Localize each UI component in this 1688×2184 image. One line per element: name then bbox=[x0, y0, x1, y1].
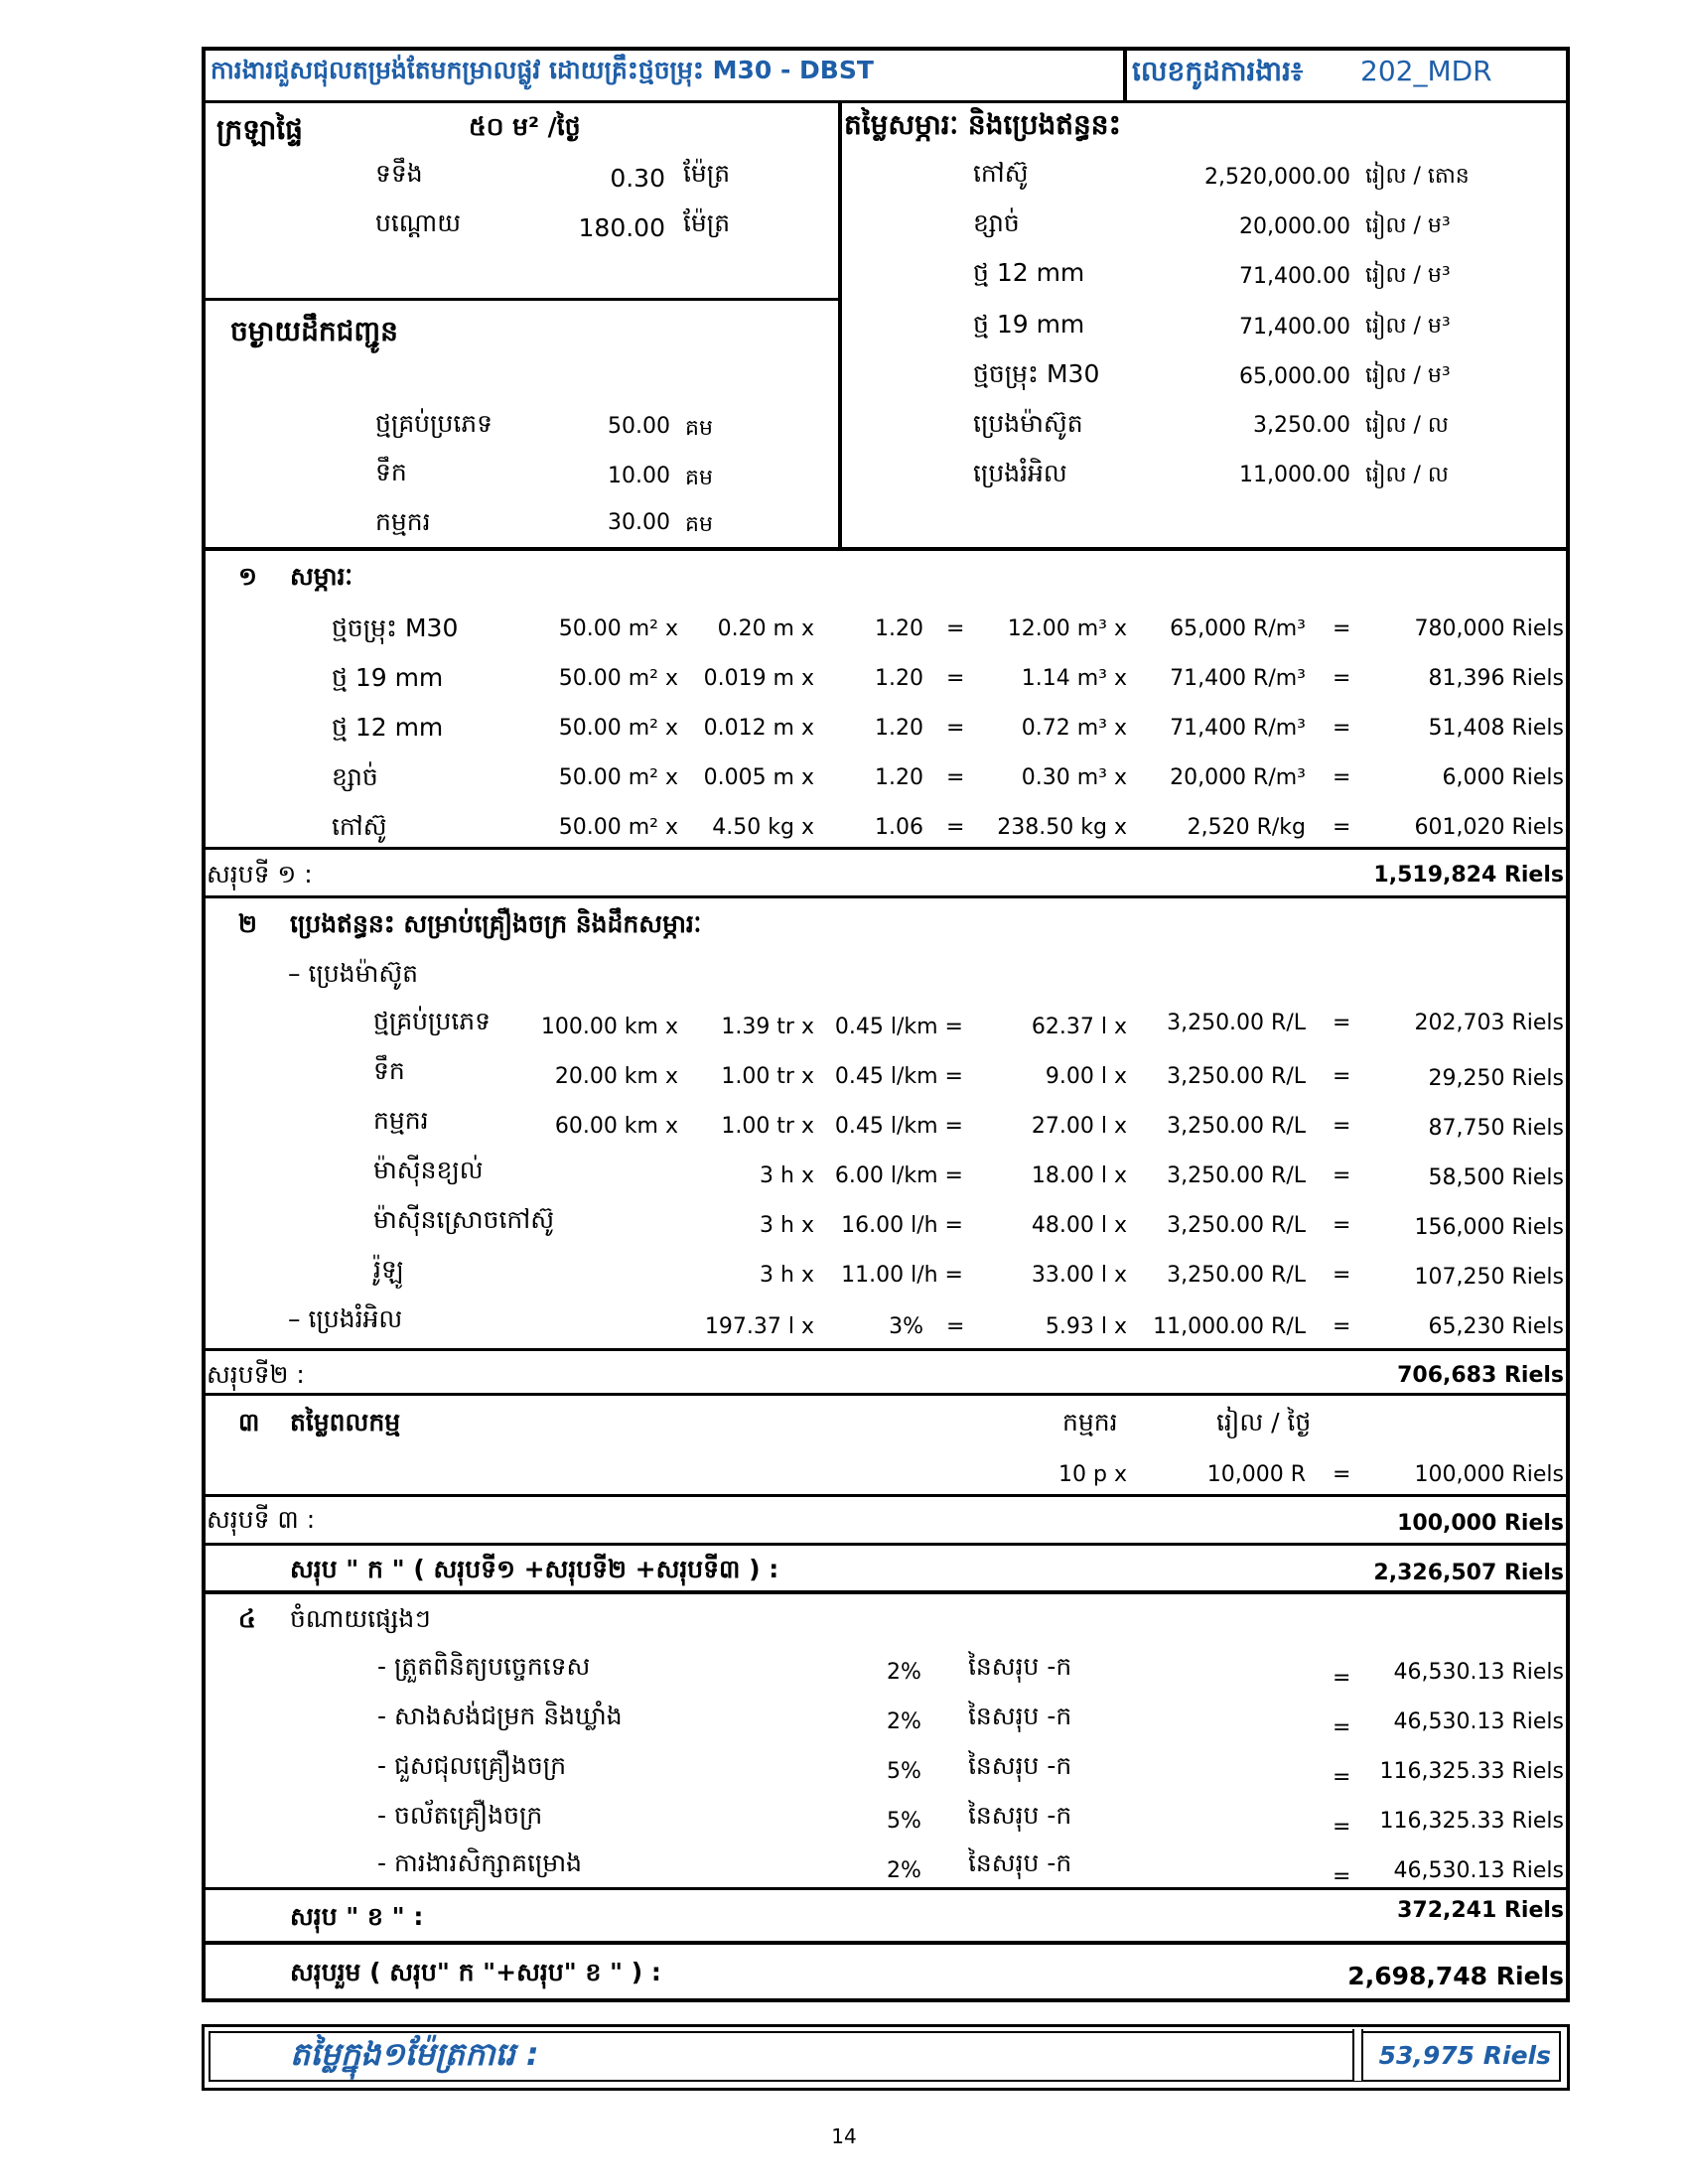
per-meter-label: តម្លៃក្នុង១ម៉ែត្រការេ : bbox=[290, 2035, 539, 2073]
grand-total-value: 2,698,748 Riels bbox=[1347, 1962, 1564, 1990]
s1-row-e: 20,000 R/m³ bbox=[1170, 765, 1306, 790]
price-unit: រៀល / ម³ bbox=[1365, 263, 1451, 288]
s4-row-pct: 2% bbox=[887, 1709, 921, 1734]
s1-row-name: ខ្សាច់ bbox=[332, 762, 378, 791]
price-value: 71,400.00 bbox=[1239, 264, 1350, 289]
length-value: 180.00 bbox=[578, 213, 665, 242]
length-label: បណ្ដោយ bbox=[375, 208, 462, 237]
s1-row-total: 780,000 Riels bbox=[1414, 616, 1564, 641]
info-bottom bbox=[202, 547, 1570, 551]
transport-name-3: កម្មករ bbox=[375, 507, 431, 536]
s2-row-name: កម្មករ bbox=[373, 1106, 429, 1135]
s1-row-d: 238.50 kg x bbox=[997, 815, 1127, 840]
s4-row-name: - ត្រួតពិនិត្យបច្ចេកទេស bbox=[377, 1652, 591, 1681]
s2-row-c: 0.45 l/km = bbox=[834, 1114, 963, 1139]
s1-row-a: 50.00 m² x bbox=[558, 815, 678, 840]
s2-row-name: រ៉ូឡូ bbox=[373, 1255, 404, 1284]
s4-row-of: នៃសរុប -ក bbox=[968, 1801, 1072, 1830]
s1-row-e: 2,520 R/kg bbox=[1187, 815, 1306, 840]
price-unit: រៀល / ម³ bbox=[1365, 213, 1451, 238]
total-b-line bbox=[202, 1941, 1570, 1945]
section3-number: ៣ bbox=[238, 1408, 260, 1436]
s1-row-d: 0.72 m³ x bbox=[1021, 716, 1127, 741]
grand-total-label: សរុបរួម ( សរុប" ក "+សរុប" ខ " ) : bbox=[290, 1958, 661, 1986]
s1-row-eq2: = bbox=[1333, 815, 1351, 840]
lube-total: 65,230 Riels bbox=[1428, 1314, 1564, 1339]
s2-row-b: 3 h x bbox=[760, 1163, 814, 1188]
s1-row-total: 6,000 Riels bbox=[1442, 765, 1564, 790]
s1-row-c: 1.20 bbox=[875, 666, 923, 691]
labor-rate: 10,000 R bbox=[1206, 1462, 1306, 1487]
s2-row-d: 48.00 l x bbox=[1031, 1213, 1127, 1238]
price-name: ខ្សាច់ bbox=[973, 208, 1020, 237]
section1-subtotal-value: 1,519,824 Riels bbox=[1373, 863, 1564, 887]
s1-row-b: 0.20 m x bbox=[717, 616, 814, 641]
s1-row-name: ថ្ម 12 mm bbox=[332, 713, 444, 742]
transport-unit-2: គម bbox=[685, 466, 713, 490]
s1-row-a: 50.00 m² x bbox=[558, 765, 678, 790]
price-name: ប្រេងម៉ាស៊ូត bbox=[973, 409, 1083, 438]
s4-row-eq: = bbox=[1333, 1765, 1351, 1790]
s2-row-b: 1.00 tr x bbox=[721, 1064, 814, 1089]
s2-row-eq2: = bbox=[1333, 1064, 1351, 1089]
s2-row-d: 27.00 l x bbox=[1031, 1114, 1127, 1139]
s1-row-total: 51,408 Riels bbox=[1428, 716, 1564, 741]
total-b-value: 372,241 Riels bbox=[1397, 1898, 1564, 1923]
per-meter-value: 53,975 Riels bbox=[1378, 2041, 1551, 2070]
s1-row-d: 0.30 m³ x bbox=[1021, 765, 1127, 790]
s1-row-e: 71,400 R/m³ bbox=[1170, 716, 1306, 741]
s2-row-d: 9.00 l x bbox=[1045, 1064, 1127, 1089]
s2-row-e: 3,250.00 R/L bbox=[1167, 1213, 1306, 1238]
s4-row-pct: 2% bbox=[887, 1858, 921, 1883]
price-unit: រៀល / ម³ bbox=[1365, 314, 1451, 339]
s2-row-e: 3,250.00 R/L bbox=[1167, 1163, 1306, 1188]
s1-row-eq2: = bbox=[1333, 616, 1351, 641]
transport-name-1: ថ្មគ្រប់ប្រភេទ bbox=[375, 409, 493, 438]
s2-row-total: 156,000 Riels bbox=[1414, 1215, 1564, 1240]
s1-row-name: ថ្មចម្រុះ M30 bbox=[332, 614, 459, 642]
s1-row-b: 0.019 m x bbox=[703, 666, 814, 691]
s1-row-c: 1.20 bbox=[875, 765, 923, 790]
page-number: 14 bbox=[831, 2124, 857, 2148]
s4-row-of: នៃសរុប -ក bbox=[968, 1848, 1072, 1877]
s1-row-total: 81,396 Riels bbox=[1428, 666, 1564, 691]
price-name: ប្រេងរំអិល bbox=[973, 459, 1067, 487]
s1-row-e: 65,000 R/m³ bbox=[1170, 616, 1306, 641]
s2-row-e: 3,250.00 R/L bbox=[1167, 1011, 1306, 1035]
labor-worker: 10 p x bbox=[1058, 1462, 1127, 1487]
lube-b: 197.37 l x bbox=[704, 1314, 814, 1339]
s2-row-d: 33.00 l x bbox=[1031, 1263, 1127, 1288]
s2-row-c: 0.45 l/km = bbox=[834, 1064, 963, 1089]
s4-row-name: - ជួសជុលគ្រឿងចក្រ bbox=[377, 1751, 567, 1780]
s2-row-total: 107,250 Riels bbox=[1414, 1265, 1564, 1290]
s4-row-pct: 5% bbox=[887, 1809, 921, 1834]
s2-row-b: 3 h x bbox=[760, 1263, 814, 1288]
s4-row-eq: = bbox=[1333, 1715, 1351, 1740]
s1-row-b: 0.012 m x bbox=[703, 716, 814, 741]
s2-row-a: 100.00 km x bbox=[540, 1015, 678, 1039]
s1-row-eq: = bbox=[946, 765, 965, 790]
header-bottom bbox=[202, 100, 1570, 103]
s4-row-name: - ចល័តគ្រឿងចក្រ bbox=[377, 1801, 543, 1830]
s2-row-c: 0.45 l/km = bbox=[834, 1015, 963, 1039]
diesel-label: – ប្រេងម៉ាស៊ូត bbox=[288, 959, 419, 988]
price-value: 20,000.00 bbox=[1239, 214, 1350, 239]
grand-total-line bbox=[202, 1998, 1570, 2002]
s1-row-b: 4.50 kg x bbox=[712, 815, 814, 840]
s2-row-e: 3,250.00 R/L bbox=[1167, 1263, 1306, 1288]
section2-subtotal-value: 706,683 Riels bbox=[1397, 1363, 1564, 1388]
labor-rate-header: រៀល / ថ្ងៃ bbox=[1216, 1408, 1312, 1436]
s1-row-b: 0.005 m x bbox=[703, 765, 814, 790]
s2-row-eq2: = bbox=[1333, 1163, 1351, 1188]
s2-row-eq2: = bbox=[1333, 1263, 1351, 1288]
price-value: 71,400.00 bbox=[1239, 315, 1350, 340]
price-name: ថ្មចម្រុះ M30 bbox=[973, 359, 1100, 388]
s2-row-eq2: = bbox=[1333, 1114, 1351, 1139]
total-b-label: សរុប " ខ " : bbox=[290, 1902, 424, 1931]
s2-row-d: 18.00 l x bbox=[1031, 1163, 1127, 1188]
transport-unit-3: គម bbox=[685, 512, 713, 537]
s2-row-total: 87,750 Riels bbox=[1428, 1116, 1564, 1141]
s1-row-eq: = bbox=[946, 666, 965, 691]
header-divider bbox=[1123, 47, 1127, 103]
s4-row-name: - ការងារសិក្សាគម្រោង bbox=[377, 1848, 583, 1877]
price-unit: រៀល / ល bbox=[1365, 463, 1449, 487]
s2-row-name: ម៉ាស៊ីនស្រោចកៅស៊ូ bbox=[373, 1205, 555, 1234]
s1-line bbox=[202, 847, 1570, 850]
s1-row-eq2: = bbox=[1333, 765, 1351, 790]
s4-line bbox=[202, 1887, 1570, 1890]
s1-row-eq: = bbox=[946, 815, 965, 840]
s2-row-total: 29,250 Riels bbox=[1428, 1066, 1564, 1091]
s2-line bbox=[202, 1348, 1570, 1351]
section1-number: ១ bbox=[238, 562, 257, 591]
s2-row-d: 62.37 l x bbox=[1031, 1015, 1127, 1039]
s4-row-of: នៃសរុប -ក bbox=[968, 1702, 1072, 1730]
s2-row-b: 3 h x bbox=[760, 1213, 814, 1238]
section1-subtotal-label: សរុបទី ១ : bbox=[207, 860, 313, 888]
section3-subtotal-label: សរុបទី ៣ : bbox=[207, 1505, 316, 1534]
s2-row-c: 16.00 l/h = bbox=[841, 1213, 963, 1238]
lube-label: – ប្រេងរំអិល bbox=[288, 1304, 403, 1333]
work-code-value: 202_MDR bbox=[1360, 55, 1492, 87]
section2-title: ប្រេងឥន្ធនះ សម្រាប់គ្រឿងចក្រ និងដឹកសម្ភារៈ bbox=[290, 909, 702, 938]
section4-title: ចំណាយផ្សេងៗ bbox=[290, 1604, 431, 1633]
s2-row-c: 11.00 l/h = bbox=[841, 1263, 963, 1288]
s4-row-pct: 5% bbox=[887, 1759, 921, 1784]
s1-row-name: កៅស៊ូ bbox=[332, 812, 387, 841]
s1-row-eq2: = bbox=[1333, 716, 1351, 741]
s1-sub-line bbox=[202, 895, 1570, 898]
s1-row-a: 50.00 m² x bbox=[558, 716, 678, 741]
price-unit: រៀល / ម³ bbox=[1365, 363, 1451, 388]
total-a-line bbox=[202, 1590, 1570, 1594]
lube-eq2: = bbox=[1333, 1314, 1351, 1339]
total-a-value: 2,326,507 Riels bbox=[1373, 1561, 1564, 1585]
s2-row-e: 3,250.00 R/L bbox=[1167, 1114, 1306, 1139]
price-name: ថ្ម 19 mm bbox=[973, 310, 1085, 339]
info-divider bbox=[838, 100, 842, 550]
s3-sub-line bbox=[202, 1543, 1570, 1546]
s2-row-name: ទឹក bbox=[373, 1056, 405, 1085]
lube-e: 11,000.00 R/L bbox=[1153, 1314, 1306, 1339]
s2-row-total: 58,500 Riels bbox=[1428, 1165, 1564, 1190]
s2-row-b: 1.39 tr x bbox=[721, 1015, 814, 1039]
price-unit: រៀល / តោន bbox=[1365, 164, 1470, 189]
transport-value-2: 10.00 bbox=[608, 464, 670, 488]
s1-row-e: 71,400 R/m³ bbox=[1170, 666, 1306, 691]
length-unit: ម៉ែត្រ bbox=[683, 208, 731, 237]
frame-right bbox=[1566, 47, 1570, 2002]
s4-row-of: នៃសរុប -ក bbox=[968, 1751, 1072, 1780]
s2-row-e: 3,250.00 R/L bbox=[1167, 1064, 1306, 1089]
s3-line bbox=[202, 1494, 1570, 1497]
transport-value-3: 30.00 bbox=[608, 510, 670, 535]
s4-row-value: 116,325.33 Riels bbox=[1379, 1809, 1564, 1834]
transport-title: ចម្ងាយដឹកជញ្ជូន bbox=[230, 315, 398, 347]
area-label: ក្រឡាផ្ទៃ bbox=[216, 113, 303, 146]
transport-value-1: 50.00 bbox=[608, 414, 670, 439]
width-label: ទទឹង bbox=[375, 159, 423, 188]
s2-row-name: ម៉ាស៊ីនខ្យល់ bbox=[373, 1156, 484, 1184]
section3-title: តម្លៃពលកម្ម bbox=[290, 1408, 401, 1436]
price-value: 11,000.00 bbox=[1239, 463, 1350, 487]
area-value: ៥០ ម² /ថ្ងៃ bbox=[469, 112, 581, 141]
s2-row-c: 6.00 l/km = bbox=[834, 1163, 963, 1188]
s1-row-d: 1.14 m³ x bbox=[1021, 666, 1127, 691]
section4-number: ៤ bbox=[238, 1604, 256, 1633]
s1-row-c: 1.20 bbox=[875, 716, 923, 741]
frame-top bbox=[202, 47, 1570, 51]
s4-row-value: 46,530.13 Riels bbox=[1393, 1858, 1564, 1883]
s1-row-total: 601,020 Riels bbox=[1414, 815, 1564, 840]
s1-row-eq: = bbox=[946, 616, 965, 641]
work-code-label: លេខកូដការងារ៖ bbox=[1132, 55, 1304, 87]
s1-row-c: 1.06 bbox=[875, 815, 923, 840]
labor-eq: = bbox=[1333, 1462, 1351, 1487]
info-mid bbox=[202, 298, 841, 301]
s2-row-a: 20.00 km x bbox=[554, 1064, 678, 1089]
transport-name-2: ទឹក bbox=[375, 458, 407, 486]
s1-row-a: 50.00 m² x bbox=[558, 666, 678, 691]
s1-row-d: 12.00 m³ x bbox=[1007, 616, 1127, 641]
s4-row-value: 46,530.13 Riels bbox=[1393, 1709, 1564, 1734]
s1-row-eq2: = bbox=[1333, 666, 1351, 691]
s2-row-a: 60.00 km x bbox=[554, 1114, 678, 1139]
section2-subtotal-label: សរុបទី២ : bbox=[207, 1360, 305, 1389]
lube-eq: = bbox=[946, 1314, 965, 1339]
s4-row-pct: 2% bbox=[887, 1660, 921, 1685]
lube-c: 3% bbox=[889, 1314, 923, 1339]
price-name: កៅស៊ូ bbox=[973, 159, 1029, 188]
width-value: 0.30 bbox=[610, 164, 665, 193]
price-value: 3,250.00 bbox=[1253, 413, 1350, 438]
s2-row-eq2: = bbox=[1333, 1213, 1351, 1238]
s2-sub-line bbox=[202, 1393, 1570, 1396]
frame-left bbox=[202, 47, 206, 2002]
s1-row-name: ថ្ម 19 mm bbox=[332, 663, 444, 692]
lube-d: 5.93 l x bbox=[1045, 1314, 1127, 1339]
price-value: 65,000.00 bbox=[1239, 364, 1350, 389]
s4-row-eq: = bbox=[1333, 1666, 1351, 1691]
price-value: 2,520,000.00 bbox=[1204, 165, 1350, 190]
s4-row-value: 46,530.13 Riels bbox=[1393, 1660, 1564, 1685]
s4-row-of: នៃសរុប -ក bbox=[968, 1652, 1072, 1681]
s2-row-total: 202,703 Riels bbox=[1414, 1011, 1564, 1035]
work-title: ការងារជួសជុលតម្រង់តែមកម្រាលផ្លូវ ដោយគ្រឹះថ្មចម្រុះ M30 - DBST bbox=[211, 56, 874, 84]
labor-total: 100,000 Riels bbox=[1414, 1462, 1564, 1487]
section2-number: ២ bbox=[238, 909, 257, 938]
price-unit: រៀល / ល bbox=[1365, 413, 1449, 438]
section1-title: សម្ភារៈ bbox=[290, 562, 353, 591]
s4-row-eq: = bbox=[1333, 1815, 1351, 1840]
s4-row-eq: = bbox=[1333, 1864, 1351, 1889]
s2-row-name: ថ្មគ្រប់ប្រភេទ bbox=[373, 1007, 492, 1035]
s4-row-name: - សាងសង់ជម្រក និងឃ្លាំង bbox=[377, 1702, 623, 1730]
total-a-label: សរុប " ក " ( សរុបទី១ +សរុបទី២ +សរុបទី៣ ) : bbox=[290, 1555, 779, 1583]
s1-row-eq: = bbox=[946, 716, 965, 741]
section3-subtotal-value: 100,000 Riels bbox=[1397, 1511, 1564, 1536]
s1-row-c: 1.20 bbox=[875, 616, 923, 641]
s4-row-value: 116,325.33 Riels bbox=[1379, 1759, 1564, 1784]
s2-row-eq2: = bbox=[1333, 1011, 1351, 1035]
s2-row-b: 1.00 tr x bbox=[721, 1114, 814, 1139]
labor-worker-header: កម្មករ bbox=[1062, 1408, 1118, 1436]
price-name: ថ្ម 12 mm bbox=[973, 258, 1085, 287]
s1-row-a: 50.00 m² x bbox=[558, 616, 678, 641]
width-unit: ម៉ែត្រ bbox=[683, 159, 731, 188]
transport-unit-1: គម bbox=[685, 416, 713, 441]
prices-title: តម្លៃសម្ភារៈ និងប្រេងឥន្ធនះ bbox=[844, 108, 1121, 141]
